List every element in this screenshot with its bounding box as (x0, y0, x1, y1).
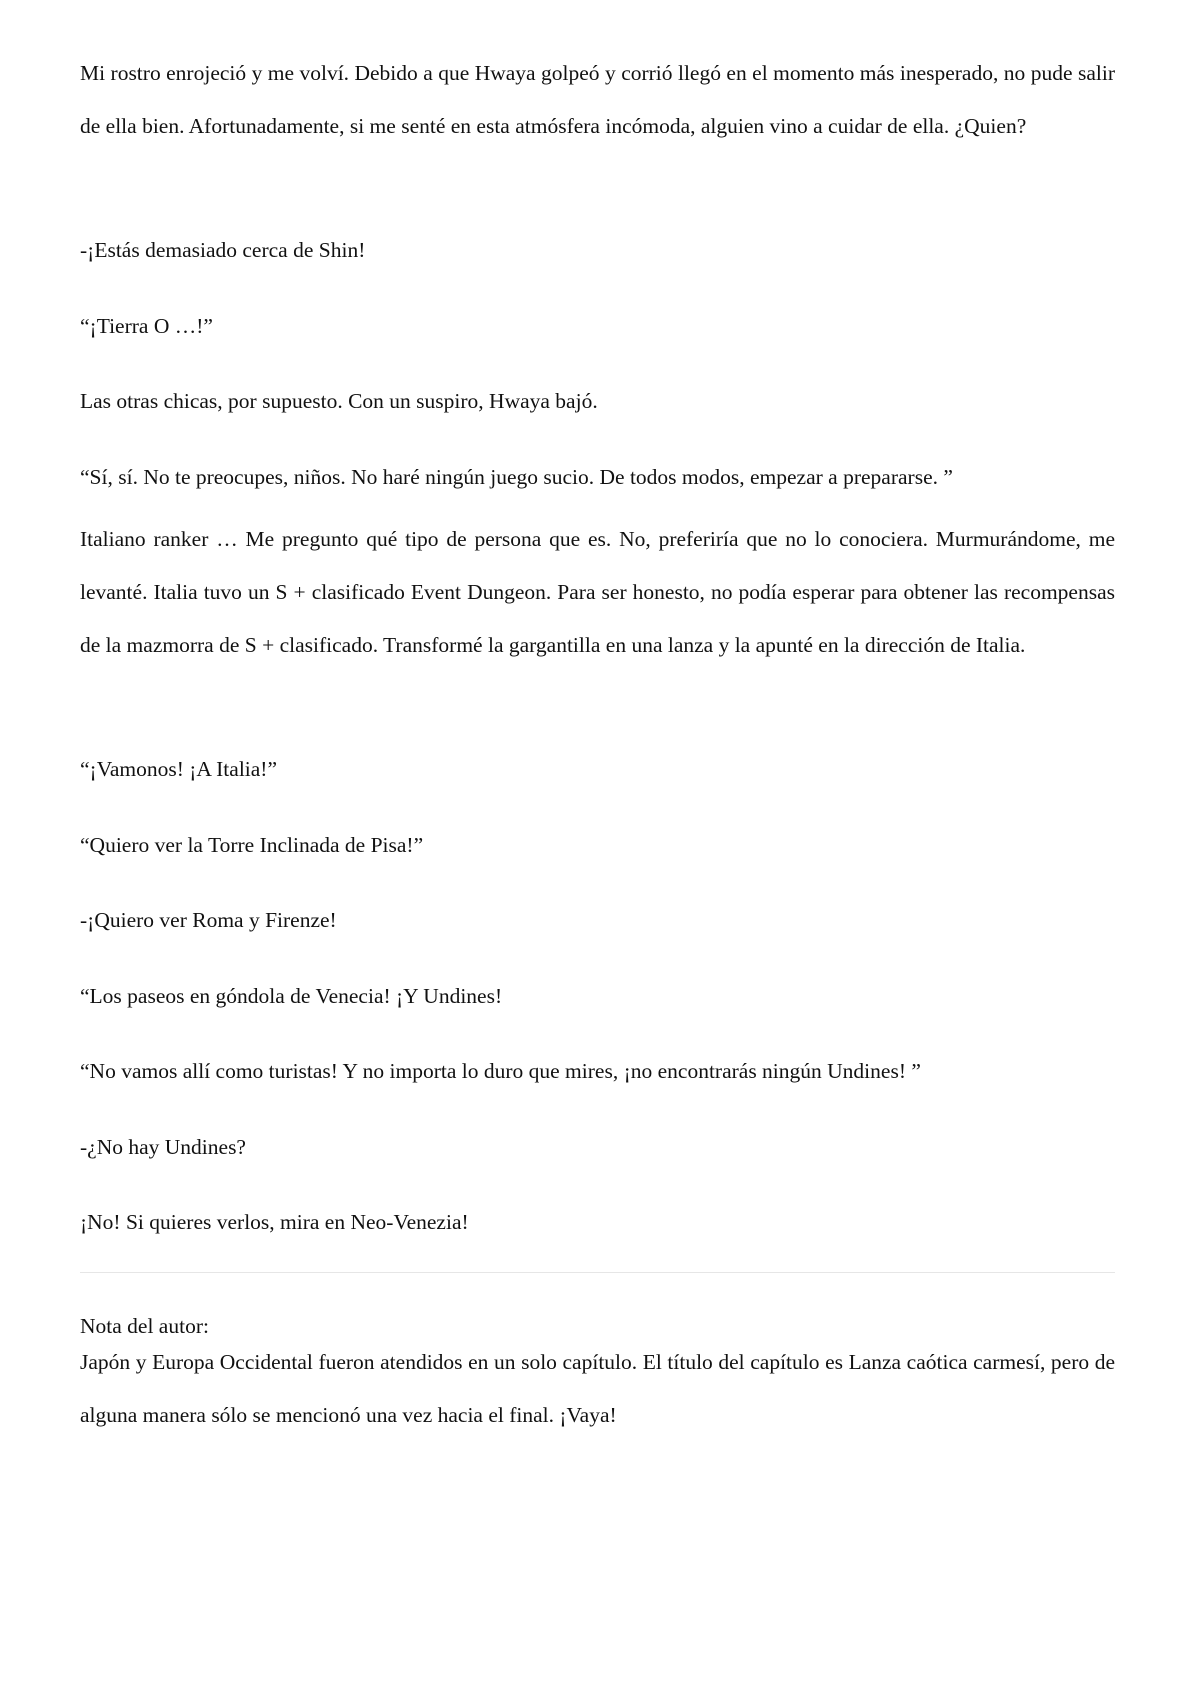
author-note-body: Japón y Europa Occidental fueron atendidos en un solo capítulo. El título del capítulo es Lanza caótica carmesí, pero de alguna manera sólo se mencionó una vez hacia el final. ¡Vaya! (80, 1350, 1115, 1427)
paragraph-7: “¡Vamonos! ¡A Italia!” (80, 757, 278, 781)
author-note-heading: Nota del autor: (80, 1314, 209, 1338)
paragraph-5: “Sí, sí. No te preocupes, niños. No haré ningún juego sucio. De todos modos, empezar a prepararse. ” (80, 465, 953, 489)
paragraph-4: Las otras chicas, por supuesto. Con un suspiro, Hwaya bajó. (80, 389, 598, 413)
paragraph-8: “Quiero ver la Torre Inclinada de Pisa!” (80, 833, 424, 857)
paragraph-10: “Los paseos en góndola de Venecia! ¡Y Undines! (80, 984, 503, 1008)
paragraph-13: ¡No! Si quieres verlos, mira en Neo-Venezia! (80, 1210, 469, 1234)
paragraph-6: Italiano ranker … Me pregunto qué tipo de persona que es. No, preferiría que no lo conociera. Murmurándome, me levanté. Italia tuvo un S + clasificado Event Dungeon. Para ser honesto, no podía esperar para obtener las recompensas de la mazmorra de S + clasificado. Transformé la gargantilla en una lanza y la apunté en la dirección de Italia. (80, 527, 1115, 657)
section-divider (80, 1272, 1115, 1273)
paragraph-11: “No vamos allí como turistas! Y no importa lo duro que mires, ¡no encontrarás ningún Undines! ” (80, 1059, 921, 1083)
paragraph-12: -¿No hay Undines? (80, 1135, 246, 1159)
paragraph-3: “¡Tierra O …!” (80, 314, 213, 338)
paragraph-2: -¡Estás demasiado cerca de Shin! (80, 238, 366, 262)
paragraph-9: -¡Quiero ver Roma y Firenze! (80, 908, 337, 932)
paragraph-1: Mi rostro enrojeció y me volví. Debido a que Hwaya golpeó y corrió llegó en el momento más inesperado, no pude salir de ella bien. Afortunadamente, si me senté en esta atmósfera incómoda, alguien vino a cuidar de ella. ¿Quien? (80, 61, 1115, 138)
